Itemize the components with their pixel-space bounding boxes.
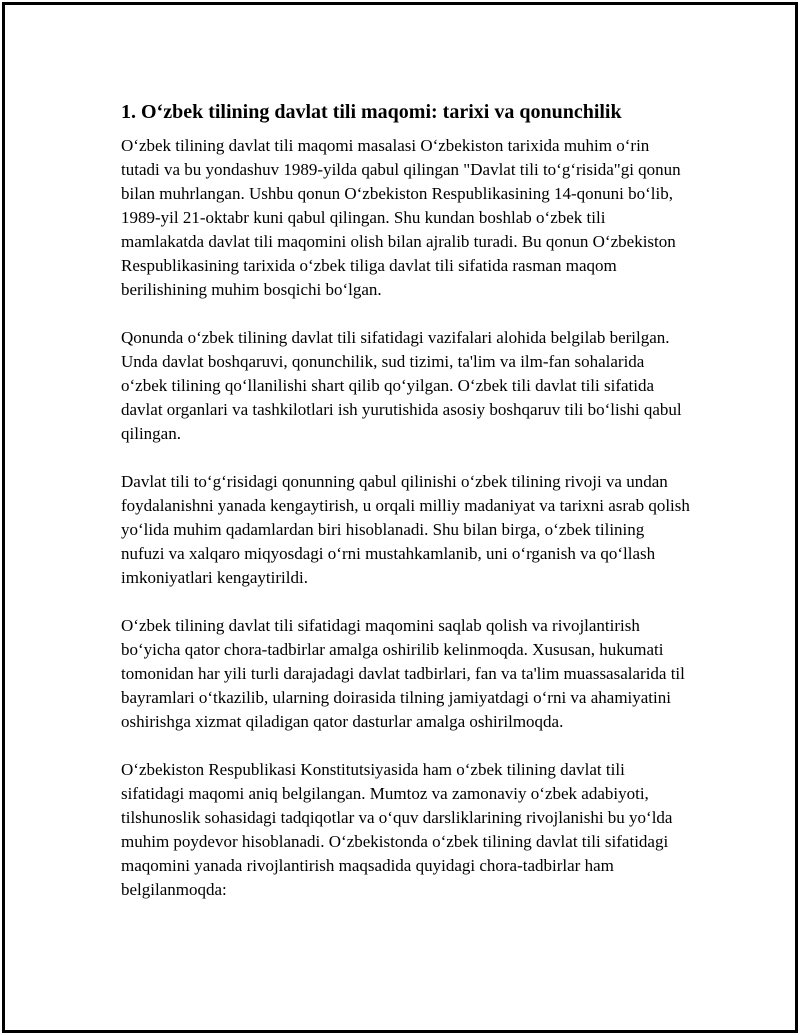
section-heading: 1. O‘zbek tilining davlat tili maqomi: tarixi va qonunchilik: [121, 101, 622, 123]
paragraph-4: O‘zbek tilining davlat tili sifatidagi maqomini saqlab qolish va rivojlantirish bo‘yicha qator chora-tadbirlar amalga oshirilib kelinmoqda. Xususan, hukumati tomonidan har yili turli darajadagi davlat tadbirlari, fan va ta'lim muassasalarida til bayramlari o‘tkazilib, ularning doirasida tilning jamiyatdagi o‘rni va ahamiyatini oshirishga xizmat qiladigan qator dasturlar amalga oshirilmoqda.: [121, 616, 685, 731]
paragraph-1: O‘zbek tilining davlat tili maqomi masalasi O‘zbekiston tarixida muhim o‘rin tutadi va bu yondashuv 1989-yilda qabul qilingan "Davlat tili to‘g‘risida"gi qonun bilan muhrlangan. Ushbu qonun O‘zbekiston Respublikasining 14-qonuni bo‘lib, 1989-yil 21-oktabr kuni qabul qilingan. Shu kundan boshlab o‘zbek tili mamlakatda davlat tili maqomini olish bilan ajralib turadi. Bu qonun O‘zbekiston Respublikasining tarixida o‘zbek tiliga davlat tili sifatida rasman maqom berilishining muhim bosqichi bo‘lgan.: [121, 136, 681, 299]
paragraph-5: O‘zbekiston Respublikasi Konstitutsiyasida ham o‘zbek tilining davlat tili sifatidagi maqomi aniq belgilangan. Mumtoz va zamonaviy o‘zbek adabiyoti, tilshunoslik sohasidagi tadqiqotlar va o‘quv darsliklarining rivojlanishi bu yo‘lda muhim poydevor hisoblanadi. O‘zbekistonda o‘zbek tilining davlat tili sifatidagi maqomini yanada rivojlantirish maqsadida quyidagi chora-tadbirlar ham belgilanmoqda:: [121, 760, 673, 899]
document-body: [121, 99, 691, 926]
paragraph-3: Davlat tili to‘g‘risidagi qonunning qabul qilinishi o‘zbek tilining rivoji va undan foydalanishni yanada kengaytirish, u orqali milliy madaniyat va tarixni asrab qolish yo‘lida muhim qadamlardan biri hisoblanadi. Shu bilan birga, o‘zbek tilining nufuzi va xalqaro miqyosdagi o‘rni mustahkamlanib, uni o‘rganish va qo‘llash imkoniyatlari kengaytirildi.: [121, 472, 690, 587]
page-frame: [2, 2, 798, 1033]
paragraph-2: Qonunda o‘zbek tilining davlat tili sifatidagi vazifalari alohida belgilab berilgan. Unda davlat boshqaruvi, qonunchilik, sud tizimi, ta'lim va ilm-fan sohalarida o‘zbek tilining qo‘llanilishi shart qilib qo‘yilgan. O‘zbek tili davlat tili sifatida davlat organlari va tashkilotlari ish yurutishida asosiy boshqaruv tili bo‘lishi qabul qilingan.: [121, 328, 682, 443]
